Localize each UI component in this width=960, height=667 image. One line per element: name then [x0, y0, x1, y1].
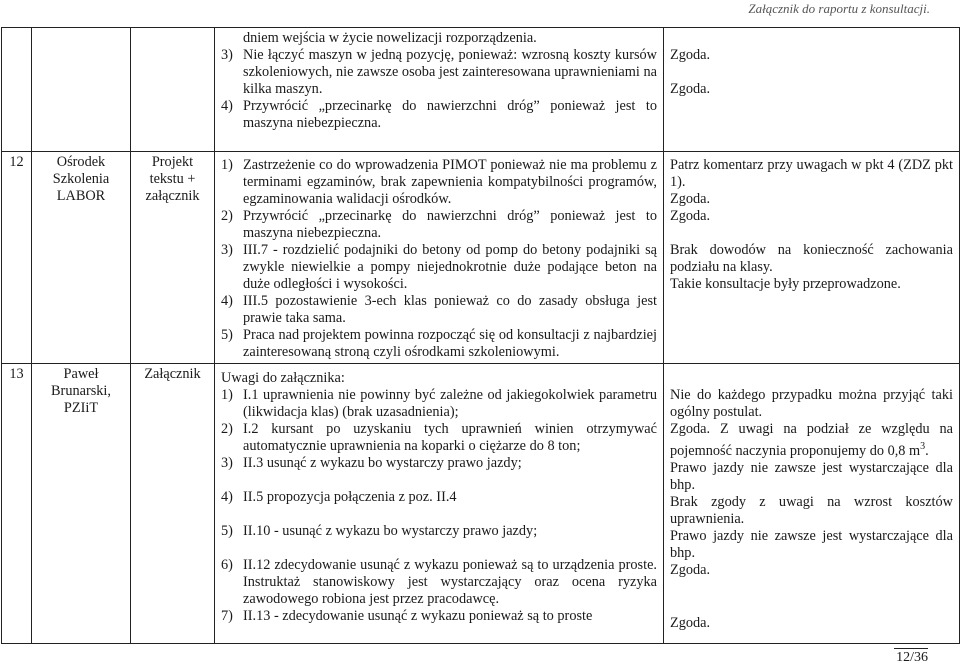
remark-item: 1) Zastrzeżenie co do wprowadzenia PIMOT ponieważ nie ma problemu z terminami egzaminów, brak zapewnienia kompatybilności programów, egzaminowania walidacji ośrodków. — [221, 157, 657, 207]
reply-text: Zgoda. — [670, 81, 711, 97]
remark-lead: Uwagi do załącznika: — [221, 370, 345, 386]
reply-text: Takie konsultacje były przeprowadzone. — [670, 276, 901, 292]
remark-item: 4) III.5 pozostawienie 3-ech klas ponieważ co do zasady obsługa jest prawie taka sama. — [221, 293, 657, 326]
replies-cell — [664, 152, 960, 364]
remark-item: 4) II.5 propozycja połączenia z poz. II.4 — [221, 489, 457, 505]
row-subject: Projekt tekstu + załącznik — [131, 152, 215, 364]
remark-item: 5) II.10 - usunąć z wykazu bo wystarczy prawo jazdy; — [221, 523, 538, 539]
table-row — [2, 364, 960, 644]
remark-item: 4) Przywrócić „przecinarkę do nawierzchni dróg” ponieważ jest to maszyna niebezpieczna. — [221, 98, 657, 131]
reply-text: Zgoda. — [670, 191, 711, 207]
superscript: 3 — [920, 441, 926, 452]
page-number: 12/36 — [894, 648, 928, 666]
row-author: Ośrodek Szkolenia LABOR — [32, 152, 131, 364]
remark-item: 2) Przywrócić „przecinarkę do nawierzchni dróg” ponieważ jest to maszyna niebezpieczna. — [221, 208, 657, 241]
remarks-cell — [215, 152, 664, 364]
remark-item: 7) II.13 - zdecydowanie usunąć z wykazu ponieważ są to proste — [221, 608, 593, 624]
remark-item: 5) Praca nad projektem powinna rozpocząć się od konsultacji z najbardziej zainteresowaną stroną czyli ośrodkami szkoleniowymi. — [221, 327, 657, 360]
reply-text: Zgoda. — [670, 614, 711, 631]
row-author: Paweł Brunarski, PZIiT — [32, 364, 131, 644]
row-subject — [131, 28, 215, 152]
replies-cell — [664, 364, 960, 644]
consultation-table — [1, 27, 960, 644]
reply-text: Prawo jazdy nie zawsze jest wystarczające dla bhp. — [670, 527, 953, 561]
reply-text: Patrz komentarz przy uwagach w pkt 4 (ZDZ pkt 1). — [670, 157, 953, 190]
reply-text: Prawo jazdy nie zawsze jest wystarczające dla bhp. — [670, 459, 953, 493]
remark-item: 3) III.7 - rozdzielić podajniki do betony od pomp do betony podajniki są zwykle niewielkie a pompy niejednokrotnie duże podające beton na duże odległości i wysokości. — [221, 242, 657, 292]
remarks-cell — [215, 28, 664, 152]
document-header: Załącznik do raportu z konsultacji. — [748, 1, 930, 16]
row-subject: Załącznik — [131, 364, 215, 644]
row-number: 13 — [2, 364, 32, 644]
reply-text: Zgoda. — [670, 47, 711, 63]
reply-text: Brak zgody z uwagi na wzrost kosztów uprawnienia. — [670, 493, 953, 527]
reply-text: Brak dowodów na konieczność zachowania podziału na klasy. — [670, 242, 953, 275]
remark-item: 1) I.1 uprawnienia nie powinny być zależne od jakiegokolwiek parametru (likwidacja klas) (brak uzasadnienia); — [221, 387, 657, 420]
remark-item: 2) I.2 kursant po uzyskaniu tych uprawnień winien otrzymywać automatycznie uprawnienia na koparki o ciężarze do 8 ton; — [221, 421, 657, 454]
remarks-cell — [215, 364, 664, 644]
table-row — [2, 152, 960, 364]
row-number: 12 — [2, 152, 32, 364]
table-row — [2, 28, 960, 152]
reply-text: Nie do każdego przypadku można przyjąć taki ogólny postulat. — [670, 387, 953, 420]
reply-text — [670, 225, 953, 242]
remark-lead: dniem wejścia w życie nowelizacji rozporządzenia. — [243, 30, 537, 46]
reply-text: Zgoda. — [670, 208, 711, 224]
remark-item: 3) II.3 usunąć z wykazu bo wystarczy prawo jazdy; — [221, 455, 522, 471]
row-number — [2, 28, 32, 152]
remark-item: 6) II.12 zdecydowanie usunąć z wykazu ponieważ są to urządzenia proste. Instruktaż stanowiskowy jest wystarczający oraz ocena ryzyka zawodowego robiona jest przez pracodawcę. — [221, 557, 657, 607]
row-author — [32, 28, 131, 152]
replies-cell — [664, 28, 960, 152]
reply-text: Zgoda. — [670, 561, 711, 578]
reply-text: Zgoda. Z uwagi na podział ze względu na pojemność naczynia proponujemy do 0,8 $m^3$. — [670, 421, 953, 459]
remark-item: 3) Nie łączyć maszyn w jedną pozycję, ponieważ: wzrosną koszty kursów szkoleniowych, nie zawsze osoba jest zainteresowana uprawnieniami na kilka maszyn. — [221, 47, 657, 97]
